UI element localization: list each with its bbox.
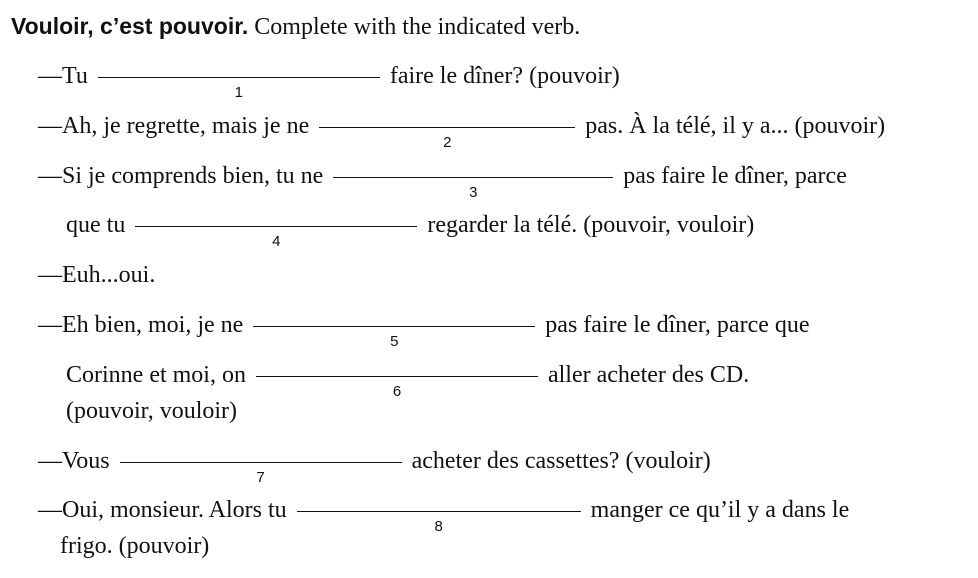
line-2-before: —Ah, je regrette, mais je ne (38, 113, 310, 139)
dialogue-line-5 (38, 259, 155, 291)
answer-blank-2[interactable] (319, 126, 575, 151)
answer-blank-3[interactable] (333, 176, 613, 201)
blank-number-2: 2 (443, 134, 452, 151)
line-7-after: aller acheter des CD. (547, 362, 750, 388)
dialogue-line-2 (38, 110, 886, 151)
line-11-text: frigo. (pouvoir) (60, 533, 210, 559)
dialogue-line-1 (38, 60, 620, 101)
exercise-instruction: Complete with the indicated verb. (254, 14, 581, 40)
line-1-before: —Tu (38, 63, 88, 89)
blank-number-5: 5 (390, 333, 399, 350)
dialogue-line-6 (38, 309, 810, 350)
line-4-before: que tu (66, 212, 126, 238)
blank-number-8: 8 (434, 518, 443, 535)
answer-blank-1[interactable] (98, 76, 380, 101)
line-6-before: —Eh bien, moi, je ne (38, 312, 244, 338)
dialogue-line-3 (38, 160, 847, 201)
answer-blank-7[interactable] (120, 461, 402, 486)
line-6-after: pas faire le dîner, parce que (545, 312, 810, 338)
line-3-before: —Si je comprends bien, tu ne (38, 163, 324, 189)
dialogue-line-8 (66, 395, 237, 427)
blank-number-7: 7 (256, 469, 265, 486)
blank-number-3: 3 (469, 184, 478, 201)
blank-number-6: 6 (392, 383, 402, 400)
line-8-text: (pouvoir, vouloir) (66, 398, 238, 424)
blank-number-4: 4 (272, 233, 281, 250)
line-10-before: —Oui, monsieur. Alors tu (38, 497, 287, 523)
line-2-after: pas. À la télé, il y a... (pouvoir) (585, 113, 886, 139)
answer-blank-8[interactable] (297, 510, 581, 535)
dialogue-line-11 (60, 530, 209, 562)
answer-blank-5[interactable] (253, 325, 535, 350)
line-9-after: acheter des cassettes? (vouloir) (411, 448, 711, 474)
dialogue-line-4 (66, 209, 755, 250)
line-4-after: regarder la télé. (pouvoir, vouloir) (427, 212, 755, 238)
line-1-after: faire le dîner? (pouvoir) (389, 63, 620, 89)
answer-blank-4[interactable] (135, 225, 417, 250)
line-3-after: pas faire le dîner, parce (623, 163, 847, 189)
line-5-text: —Euh...oui. (38, 262, 156, 288)
line-9-before: —Vous (38, 448, 110, 474)
dialogue-line-9 (38, 445, 711, 486)
answer-blank-6[interactable] (256, 375, 538, 400)
line-10-after: manger ce qu’il y a dans le (590, 497, 850, 523)
dialogue-line-10 (38, 494, 850, 535)
exercise-header (11, 8, 580, 45)
exercise-title: Vouloir, c’est pouvoir. (11, 13, 249, 39)
blank-number-1: 1 (234, 84, 243, 101)
dialogue-line-7 (66, 359, 750, 400)
line-7-before: Corinne et moi, on (66, 362, 246, 388)
